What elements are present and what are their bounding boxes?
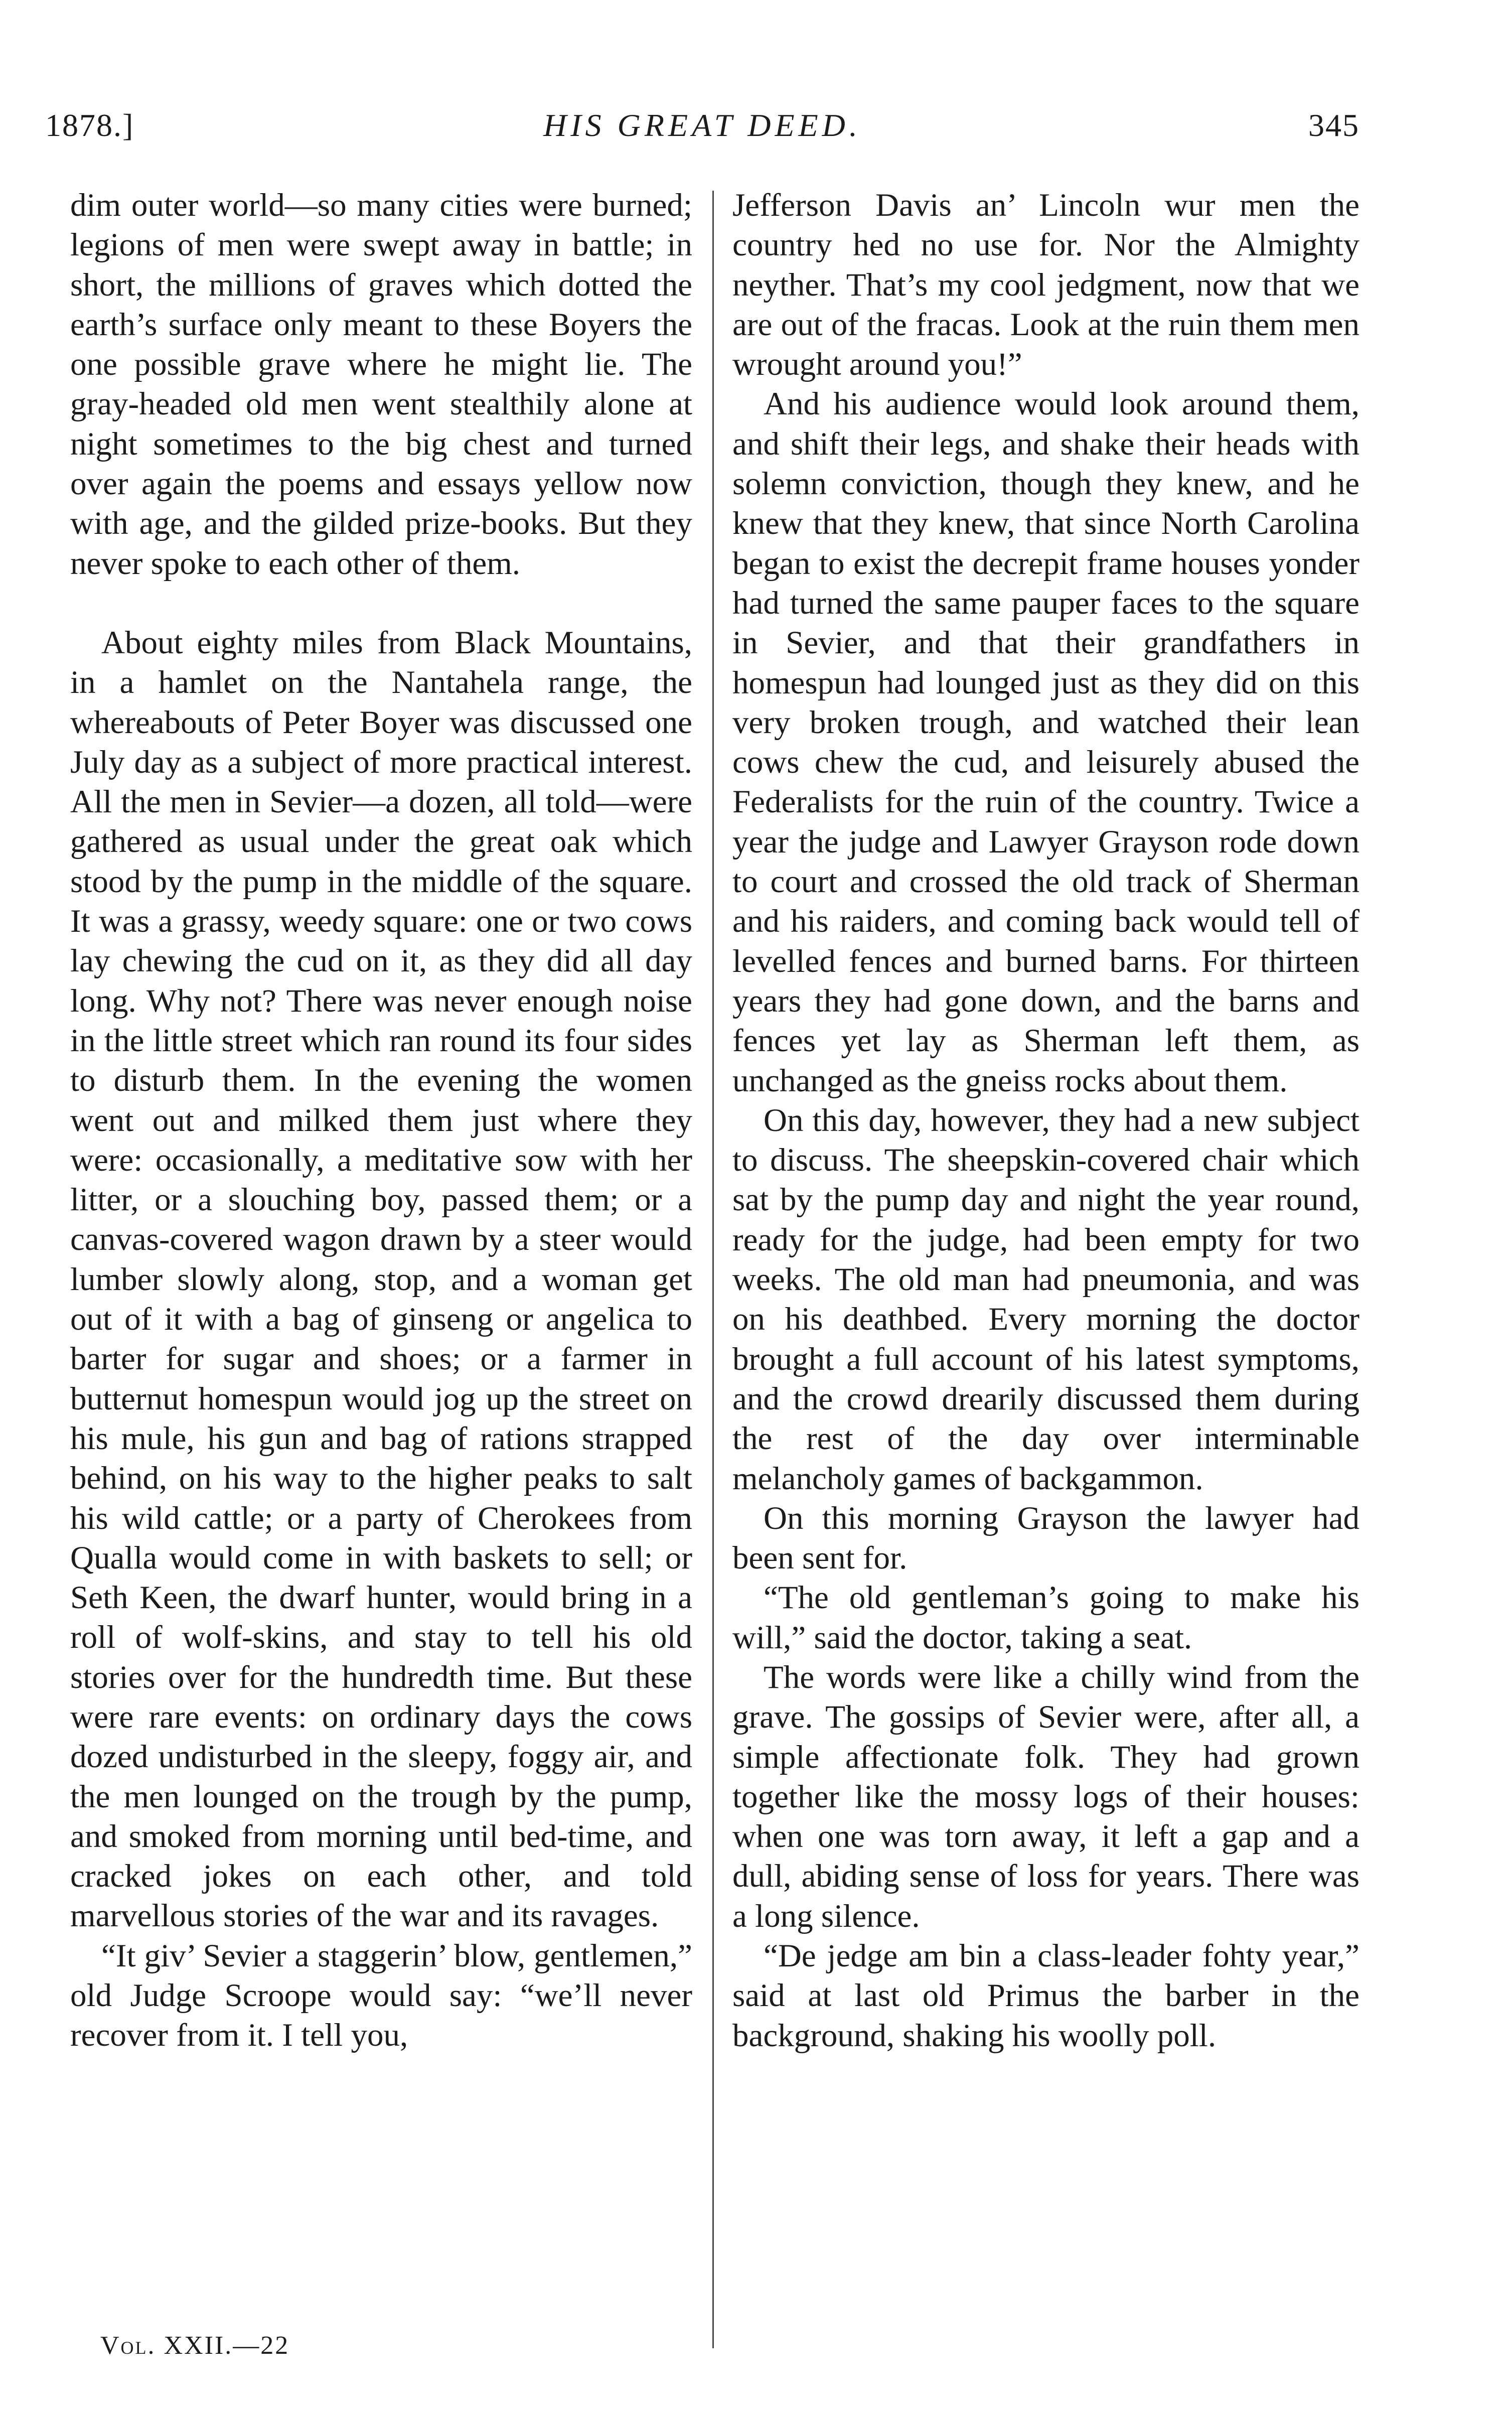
page-number: 345 [1308, 107, 1359, 143]
issue-year: 1878.] [45, 107, 134, 143]
column-divider [712, 191, 714, 2348]
paragraph: And his audience would look around them, and shift their legs, and shake their heads with solemn conviction, though they knew, and he knew that they knew, that since North Carolina began to exist the decrepit frame houses yonder had turned the same pauper faces to the square in Sevier, and that their grandfathers in homespun had lounged just as they did on this very broken trough, and watched their lean cows chew the cud, and leisurely abused the Federalists for the ruin of the country. Twice a year the judge and Lawyer Grayson rode down to court and crossed the old track of Sherman and his raiders, and coming back would tell of levelled fences and burned barns. For thirteen years they had gone down, and the barns and fences yet lay as Sherman left them, as unchanged as the gneiss rocks about them. [732, 386, 1359, 1099]
paragraph: “The old gentleman’s going to make his will,” said the doctor, taking a seat. [732, 1580, 1359, 1656]
volume-signature: Vol. XXII.—22 [100, 2331, 290, 2360]
paragraph: “It giv’ Sevier a staggerin’ blow, gentlemen,” old Judge Scroope would say: “we’ll never recover from it. I tell you, [70, 1937, 692, 2054]
article-title: HIS GREAT DEED. [543, 107, 861, 143]
left-column [70, 186, 692, 2056]
paragraph: The words were like a chilly wind from the grave. The gossips of Sevier were, after all, a simple affectionate folk. They had grown together like the mossy logs of their houses: when one was torn away, it left a gap and a dull, abiding sense of loss for years. There was a long silence. [732, 1659, 1359, 1934]
paragraph: On this morning Grayson the lawyer had been sent for. [732, 1500, 1359, 1577]
paragraph: About eighty miles from Black Mountains, in a hamlet on the Nantahela range, the whereabouts of Peter Boyer was discussed one July day as a subject of more practical interest. All the men in Sevier—a dozen, all told—were gathered as usual under the great oak which stood by the pump in the middle of the square. It was a grassy, weedy square: one or two cows lay chewing the cud on it, as they did all day long. Why not? There was never enough noise in the little street which ran round its four sides to disturb them. In the evening the women went out and milked them just where they were: occasionally, a meditative sow with her litter, or a slouching boy, passed them; or a canvas-covered wagon drawn by a steer would lumber slowly along, stop, and a woman get out of it with a bag of ginseng or angelica to barter for sugar and shoes; or a farmer in butternut homespun would jog up the street on his mule, his gun and bag of rations strapped behind, on his way to the higher peaks to salt his wild cattle; or a party of Cherokees from Qualla would come in with baskets to sell; or Seth Keen, the dwarf hunter, would bring in a roll of wolf-skins, and stay to tell his old stories over for the hundredth time. But these were rare events: on ordinary days the cows dozed undisturbed in the sleepy, foggy air, and the men lounged on the trough by the pump, and smoked from morning until bed-time, and cracked jokes on each other, and told marvellous stories of the war and its ravages. [70, 624, 692, 1934]
paragraph: On this day, however, they had a new subject to discuss. The sheepskin-covered chair which sat by the pump day and night the year round, ready for the judge, had been empty for two weeks. The old man had pneumonia, and was on his deathbed. Every morning the doctor brought a full account of his latest symptoms, and the crowd drearily discussed them during the rest of the day over interminable melancholy games of backgammon. [732, 1102, 1359, 1497]
running-head [45, 103, 1359, 148]
right-column [732, 186, 1359, 2056]
paragraph: “De jedge am bin a class-leader fohty year,” said at last old Primus the barber in the background, shaking his woolly poll. [732, 1938, 1359, 2054]
paragraph: Jefferson Davis an’ Lincoln wur men the country hed no use for. Nor the Almighty neyther. That’s my cool jedgment, now that we are out of the fracas. Look at the ruin them men wrought around you!” [732, 187, 1359, 383]
paragraph: dim outer world—so many cities were burned; legions of men were swept away in battle; in short, the millions of graves which dotted the earth’s surface only meant to these Boyers the one possible grave where he might lie. The gray-headed old men went stealthily alone at night sometimes to the big chest and turned over again the poems and essays yellow now with age, and the gilded prize-books. But they never spoke to each other of them. [70, 187, 692, 582]
